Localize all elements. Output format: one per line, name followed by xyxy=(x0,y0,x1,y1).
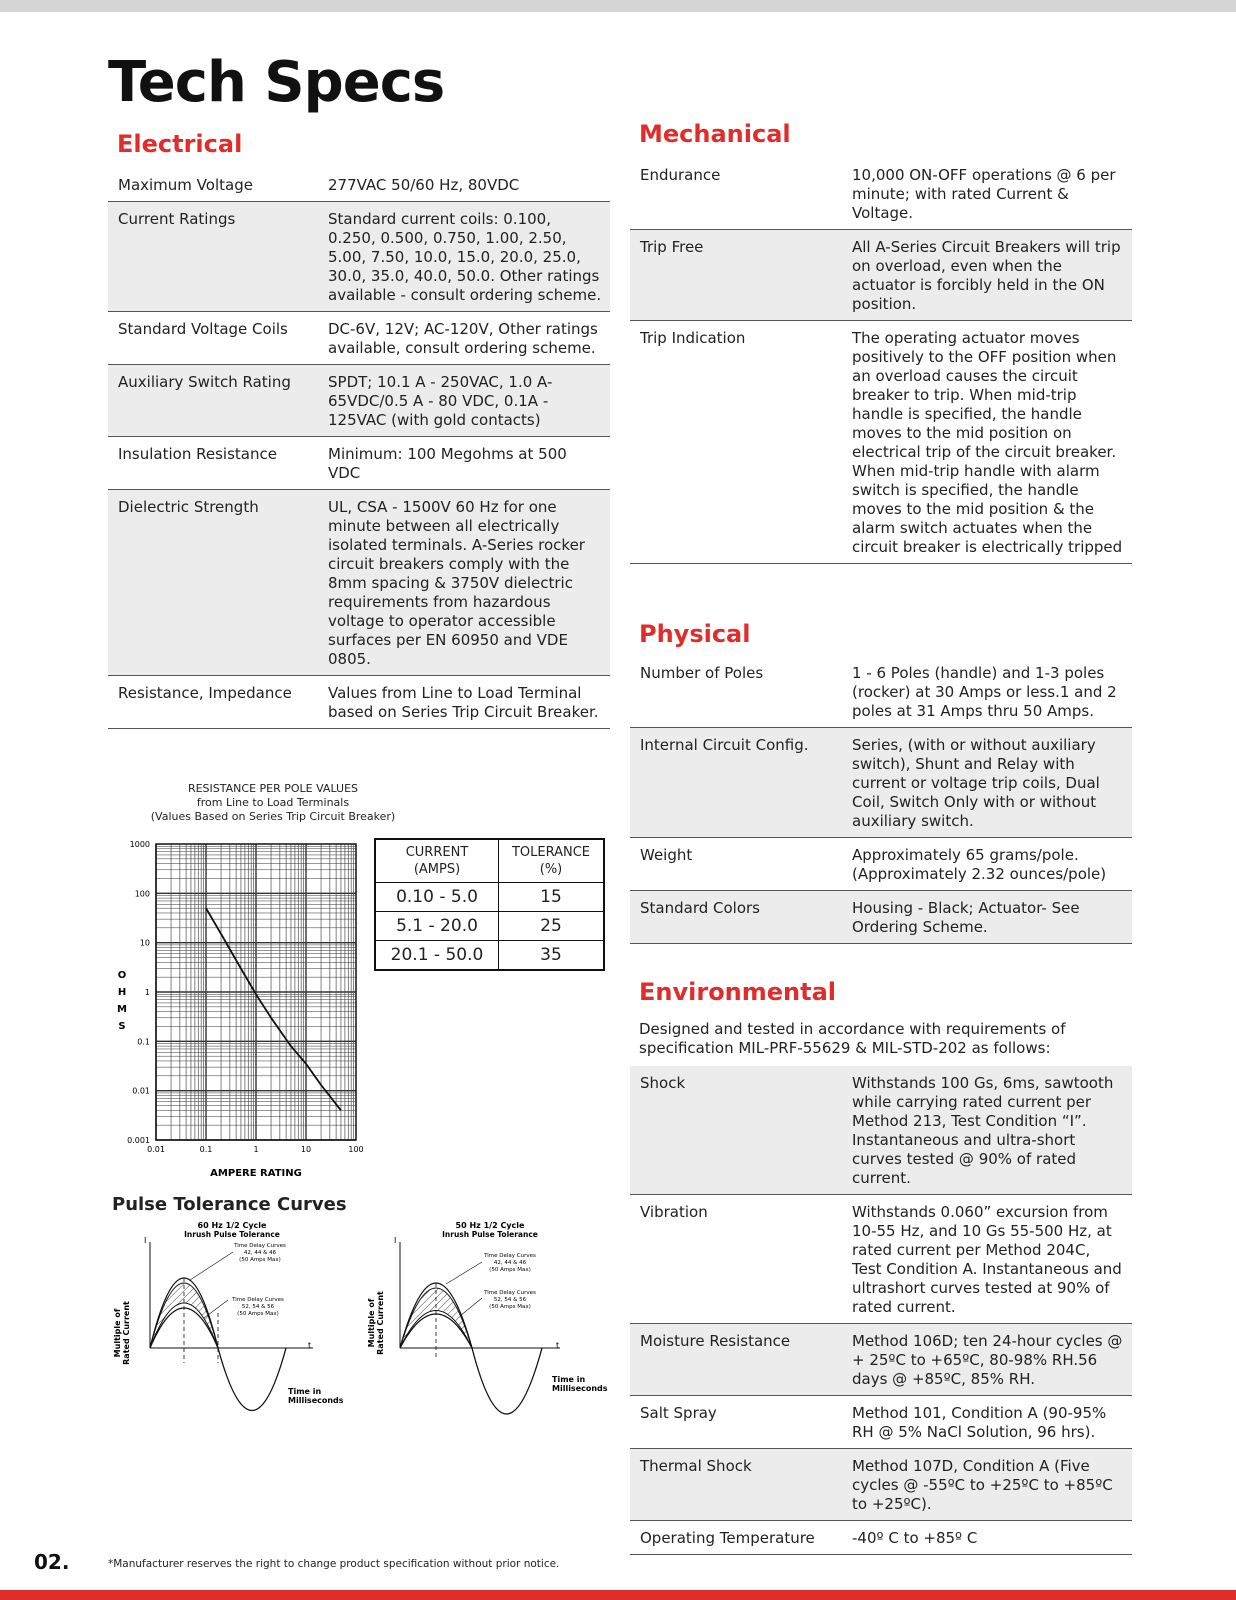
spec-value: Approximately 65 grams/pole. (Approximately 2.32 ounces/pole) xyxy=(852,846,1107,883)
tolerance-value: 35 xyxy=(499,941,605,971)
chart-x-tick-label: 1 xyxy=(253,1145,259,1154)
pulse-heading: 50 Hz 1/2 Cycle xyxy=(455,1221,525,1230)
spec-label: Insulation Resistance xyxy=(118,445,277,463)
resistance-chart-caption xyxy=(108,782,438,824)
header-line: TOLERANCE xyxy=(511,845,591,860)
pulse-ylabel: Rated Current xyxy=(376,1291,385,1355)
spec-row xyxy=(630,1195,1132,1324)
spec-row xyxy=(630,891,1132,944)
spec-label: Dielectric Strength xyxy=(118,498,259,516)
chart-y-tick-label: 1 xyxy=(144,988,150,997)
chart-x-tick-label: 100 xyxy=(348,1145,364,1154)
spec-label: Standard Voltage Coils xyxy=(118,320,288,338)
pulse-note: Time Delay Curves xyxy=(484,1290,536,1296)
spec-value: UL, CSA - 1500V 60 Hz for one minute between all electrically isolated terminals. A-Series rocker circuit breakers comply with the 8mm spacing & 3750V dielectric requirements from hazardous voltage to operator accessible surfaces per EN 60950 and VDE 0805. xyxy=(328,498,585,668)
spec-label: Auxiliary Switch Rating xyxy=(118,373,291,391)
electrical-heading: Electrical xyxy=(117,130,243,158)
spec-label: Thermal Shock xyxy=(640,1457,752,1475)
spec-value: Method 106D; ten 24-hour cycles @ + 25ºC to +65ºC, 80-98% RH.56 days @ +85ºC, 85% RH. xyxy=(852,1332,1123,1388)
tolerance-value: 15 xyxy=(499,883,605,912)
spec-row xyxy=(630,728,1132,838)
spec-row xyxy=(630,1449,1132,1521)
spec-row xyxy=(108,168,610,202)
tolerance-header-row xyxy=(375,839,604,883)
pulse-note: (50 Amps Max) xyxy=(237,1311,279,1317)
spec-value: SPDT; 10.1 A - 250VAC, 1.0 A-65VDC/0.5 A - 80 VDC, 0.1A - 125VAC (with gold contacts) xyxy=(328,373,553,429)
spec-row xyxy=(630,1066,1132,1195)
page-number: 02. xyxy=(34,1550,70,1574)
spec-value: Withstands 100 Gs, 6ms, sawtooth while carrying rated current per Method 213, Test Condition “I”. Instantaneous and ultra-short curves tested @ 90% of rated current. xyxy=(852,1074,1114,1187)
spec-value: Withstands 0.060” excursion from 10-55 Hz, and 10 Gs 55-500 Hz, at rated current per Method 204C, Test Condition A. Instantaneous and ultrashort curves tested at 90% of rated current. xyxy=(852,1203,1122,1316)
disclaimer-text: *Manufacturer reserves the right to change product specification without prior notice. xyxy=(108,1558,560,1570)
chart-series-line xyxy=(206,908,341,1110)
pulse-diagram-60hz xyxy=(108,1218,358,1428)
pulse-note: (50 Amps Max) xyxy=(489,1267,531,1273)
pulse-axis-label: t xyxy=(556,1341,560,1350)
spec-value: 277VAC 50/60 Hz, 80VDC xyxy=(328,176,520,194)
bottom-bar xyxy=(0,1590,1236,1600)
spec-label: Salt Spray xyxy=(640,1404,717,1422)
pulse-diagram-50hz xyxy=(360,1218,610,1428)
spec-row xyxy=(630,158,1132,230)
spec-row xyxy=(630,230,1132,321)
spec-row xyxy=(108,676,610,729)
spec-value: 10,000 ON-OFF operations @ 6 per minute; with rated Current & Voltage. xyxy=(852,166,1116,222)
pulse-ylabel: Multiple of xyxy=(367,1298,376,1348)
spec-value: Minimum: 100 Megohms at 500 VDC xyxy=(328,445,567,482)
chart-y-tick-label: 0.001 xyxy=(127,1136,150,1145)
environmental-intro: Designed and tested in accordance with requirements of specification MIL-PRF-55629 & MIL-STD-202 as follows: xyxy=(639,1020,1066,1057)
spec-row xyxy=(108,202,610,312)
chart-y-axis-label-letter: M xyxy=(117,1004,127,1015)
spec-value: 1 - 6 Poles (handle) and 1-3 poles (rocker) at 30 Amps or less.1 and 2 poles at 31 Amps thru 50 Amps. xyxy=(852,664,1117,720)
spec-label: Weight xyxy=(640,846,693,864)
spec-value: All A-Series Circuit Breakers will trip on overload, even when the actuator is forcibly held in the ON position. xyxy=(852,238,1121,313)
spec-label: Shock xyxy=(640,1074,686,1092)
pulse-sine-tail xyxy=(472,1348,542,1414)
pulse-ylabel: Rated Current xyxy=(122,1301,131,1365)
pulse-time-label: Milliseconds xyxy=(288,1396,344,1405)
pulse-callout-line xyxy=(460,1298,482,1316)
tolerance-row xyxy=(375,941,604,971)
pulse-note: Time Delay Curves xyxy=(232,1297,284,1303)
physical-table xyxy=(630,656,1132,944)
header-line: (AMPS) xyxy=(413,862,461,877)
pulse-callout-line xyxy=(446,1262,482,1284)
pulse-axis-label: t xyxy=(308,1341,312,1350)
electrical-table xyxy=(108,168,610,729)
physical-heading: Physical xyxy=(639,620,751,648)
pulse-axis-label: I xyxy=(144,1236,147,1245)
mechanical-heading: Mechanical xyxy=(639,120,791,148)
spec-value: -40º C to +85º C xyxy=(852,1529,978,1547)
spec-label: Trip Free xyxy=(640,238,704,256)
pulse-heading: 60 Hz 1/2 Cycle xyxy=(197,1221,267,1230)
spec-label: Resistance, Impedance xyxy=(118,684,292,702)
pulse-time-label: Milliseconds xyxy=(552,1384,608,1393)
spec-label: Operating Temperature xyxy=(640,1529,815,1547)
spec-value: Values from Line to Load Terminal based on Series Trip Circuit Breaker. xyxy=(328,684,599,721)
spec-label: Current Ratings xyxy=(118,210,236,228)
pulse-time-label: Time in xyxy=(552,1375,586,1384)
chart-y-axis-label-letter: S xyxy=(118,1021,126,1032)
pulse-note: (50 Amps Max) xyxy=(489,1304,531,1310)
tolerance-header xyxy=(375,839,499,883)
chart-y-tick-label: 100 xyxy=(134,889,150,899)
header-line: (%) xyxy=(539,862,563,877)
top-bar xyxy=(0,0,1236,12)
pulse-note: (50 Amps Max) xyxy=(239,1257,281,1263)
chart-y-tick-label: 0.1 xyxy=(137,1037,150,1047)
spec-row xyxy=(108,490,610,676)
pulse-axis-label: I xyxy=(394,1236,397,1245)
spec-row xyxy=(630,838,1132,891)
chart-y-tick-label: 10 xyxy=(139,938,150,948)
spec-label: Internal Circuit Config. xyxy=(640,736,809,754)
tolerance-row xyxy=(375,912,604,941)
tolerance-current: 5.1 - 20.0 xyxy=(375,912,499,941)
pulse-note: Time Delay Curves xyxy=(484,1253,536,1259)
chart-y-axis-label-letter: H xyxy=(117,987,127,998)
chart-caption-line: (Values Based on Series Trip Circuit Breaker) xyxy=(150,810,396,823)
mechanical-table xyxy=(630,158,1132,564)
chart-x-axis-label: AMPERE RATING xyxy=(210,1168,302,1179)
environmental-table xyxy=(630,1066,1132,1555)
page-title: Tech Specs xyxy=(108,50,445,115)
tolerance-header xyxy=(499,839,605,883)
chart-y-tick-label: 1000 xyxy=(129,840,150,849)
spec-row xyxy=(630,321,1132,564)
pulse-heading: Inrush Pulse Tolerance xyxy=(442,1230,538,1239)
spec-value: DC-6V, 12V; AC-120V, Other ratings available, consult ordering scheme. xyxy=(328,320,598,357)
spec-label: Number of Poles xyxy=(640,664,764,682)
spec-value: Method 101, Condition A (90-95% RH @ 5% NaCl Solution, 96 hrs). xyxy=(852,1404,1107,1441)
chart-caption-line: RESISTANCE PER POLE VALUES xyxy=(187,782,359,795)
spec-row xyxy=(630,1396,1132,1449)
pulse-ylabel: Multiple of xyxy=(113,1308,122,1358)
pulse-note: 42, 44 & 46 xyxy=(243,1250,277,1256)
spec-value: Standard current coils: 0.100, 0.250, 0.500, 0.750, 1.00, 2.50, 5.00, 7.50, 10.0, 15.0, 20.0, 25.0, 30.0, 35.0, 40.0, 50.0. Other ratings available - consult ordering scheme. xyxy=(328,210,602,304)
pulse-time-label: Time in xyxy=(288,1387,322,1396)
spec-label: Vibration xyxy=(640,1203,708,1221)
tolerance-value: 25 xyxy=(499,912,605,941)
chart-caption-line: from Line to Load Terminals xyxy=(196,796,350,809)
spec-row xyxy=(630,1521,1132,1555)
spec-label: Moisture Resistance xyxy=(640,1332,791,1350)
chart-y-axis-label-letter: O xyxy=(117,970,127,981)
pulse-callout-line xyxy=(190,1252,233,1280)
spec-row xyxy=(108,312,610,365)
header-line: CURRENT xyxy=(405,845,469,860)
chart-x-tick-label: 10 xyxy=(300,1145,312,1154)
pulse-note: Time Delay Curves xyxy=(234,1243,286,1249)
pulse-note: 42, 44 & 46 xyxy=(493,1260,527,1266)
spec-label: Trip Indication xyxy=(640,329,746,347)
spec-label: Standard Colors xyxy=(640,899,760,917)
spec-value: Housing - Black; Actuator- See Ordering Scheme. xyxy=(852,899,1080,936)
spec-label: Maximum Voltage xyxy=(118,176,253,194)
pulse-tolerance-title: Pulse Tolerance Curves xyxy=(112,1194,347,1215)
resistance-chart xyxy=(108,830,368,1185)
pulse-heading: Inrush Pulse Tolerance xyxy=(184,1230,280,1239)
pulse-sine-tail xyxy=(218,1348,286,1411)
spec-row xyxy=(108,365,610,437)
spec-row xyxy=(630,656,1132,728)
tolerance-row xyxy=(375,883,604,912)
spec-row xyxy=(108,437,610,490)
pulse-callout-line xyxy=(204,1300,228,1318)
pulse-note: 52, 54 & 56 xyxy=(493,1297,527,1303)
spec-row xyxy=(630,1324,1132,1396)
tolerance-current: 0.10 - 5.0 xyxy=(375,883,499,912)
tolerance-table xyxy=(374,838,605,971)
spec-value: Method 107D, Condition A (Five cycles @ -55ºC to +25ºC to +85ºC to +25ºC). xyxy=(852,1457,1113,1513)
spec-label: Endurance xyxy=(640,166,721,184)
spec-value: The operating actuator moves positively to the OFF position when an overload causes the circuit breaker to trip. When mid-trip handle is specified, the handle moves to the mid position on electrical trip of the circuit breaker. When mid-trip handle with alarm switch is specified, the handle moves to the mid position & the alarm switch actuates when the circuit breaker is electrically tripped xyxy=(852,329,1123,556)
tolerance-current: 20.1 - 50.0 xyxy=(375,941,499,971)
pulse-note: 52, 54 & 56 xyxy=(241,1304,275,1310)
spec-value: Series, (with or without auxiliary switch), Shunt and Relay with current or voltage trip coils, Dual Coil, Switch Only with or without auxiliary switch. xyxy=(852,736,1100,830)
chart-y-tick-label: 0.01 xyxy=(132,1086,150,1096)
chart-x-tick-label: 0.01 xyxy=(147,1145,165,1154)
environmental-heading: Environmental xyxy=(639,978,837,1006)
chart-x-tick-label: 0.1 xyxy=(199,1145,213,1154)
